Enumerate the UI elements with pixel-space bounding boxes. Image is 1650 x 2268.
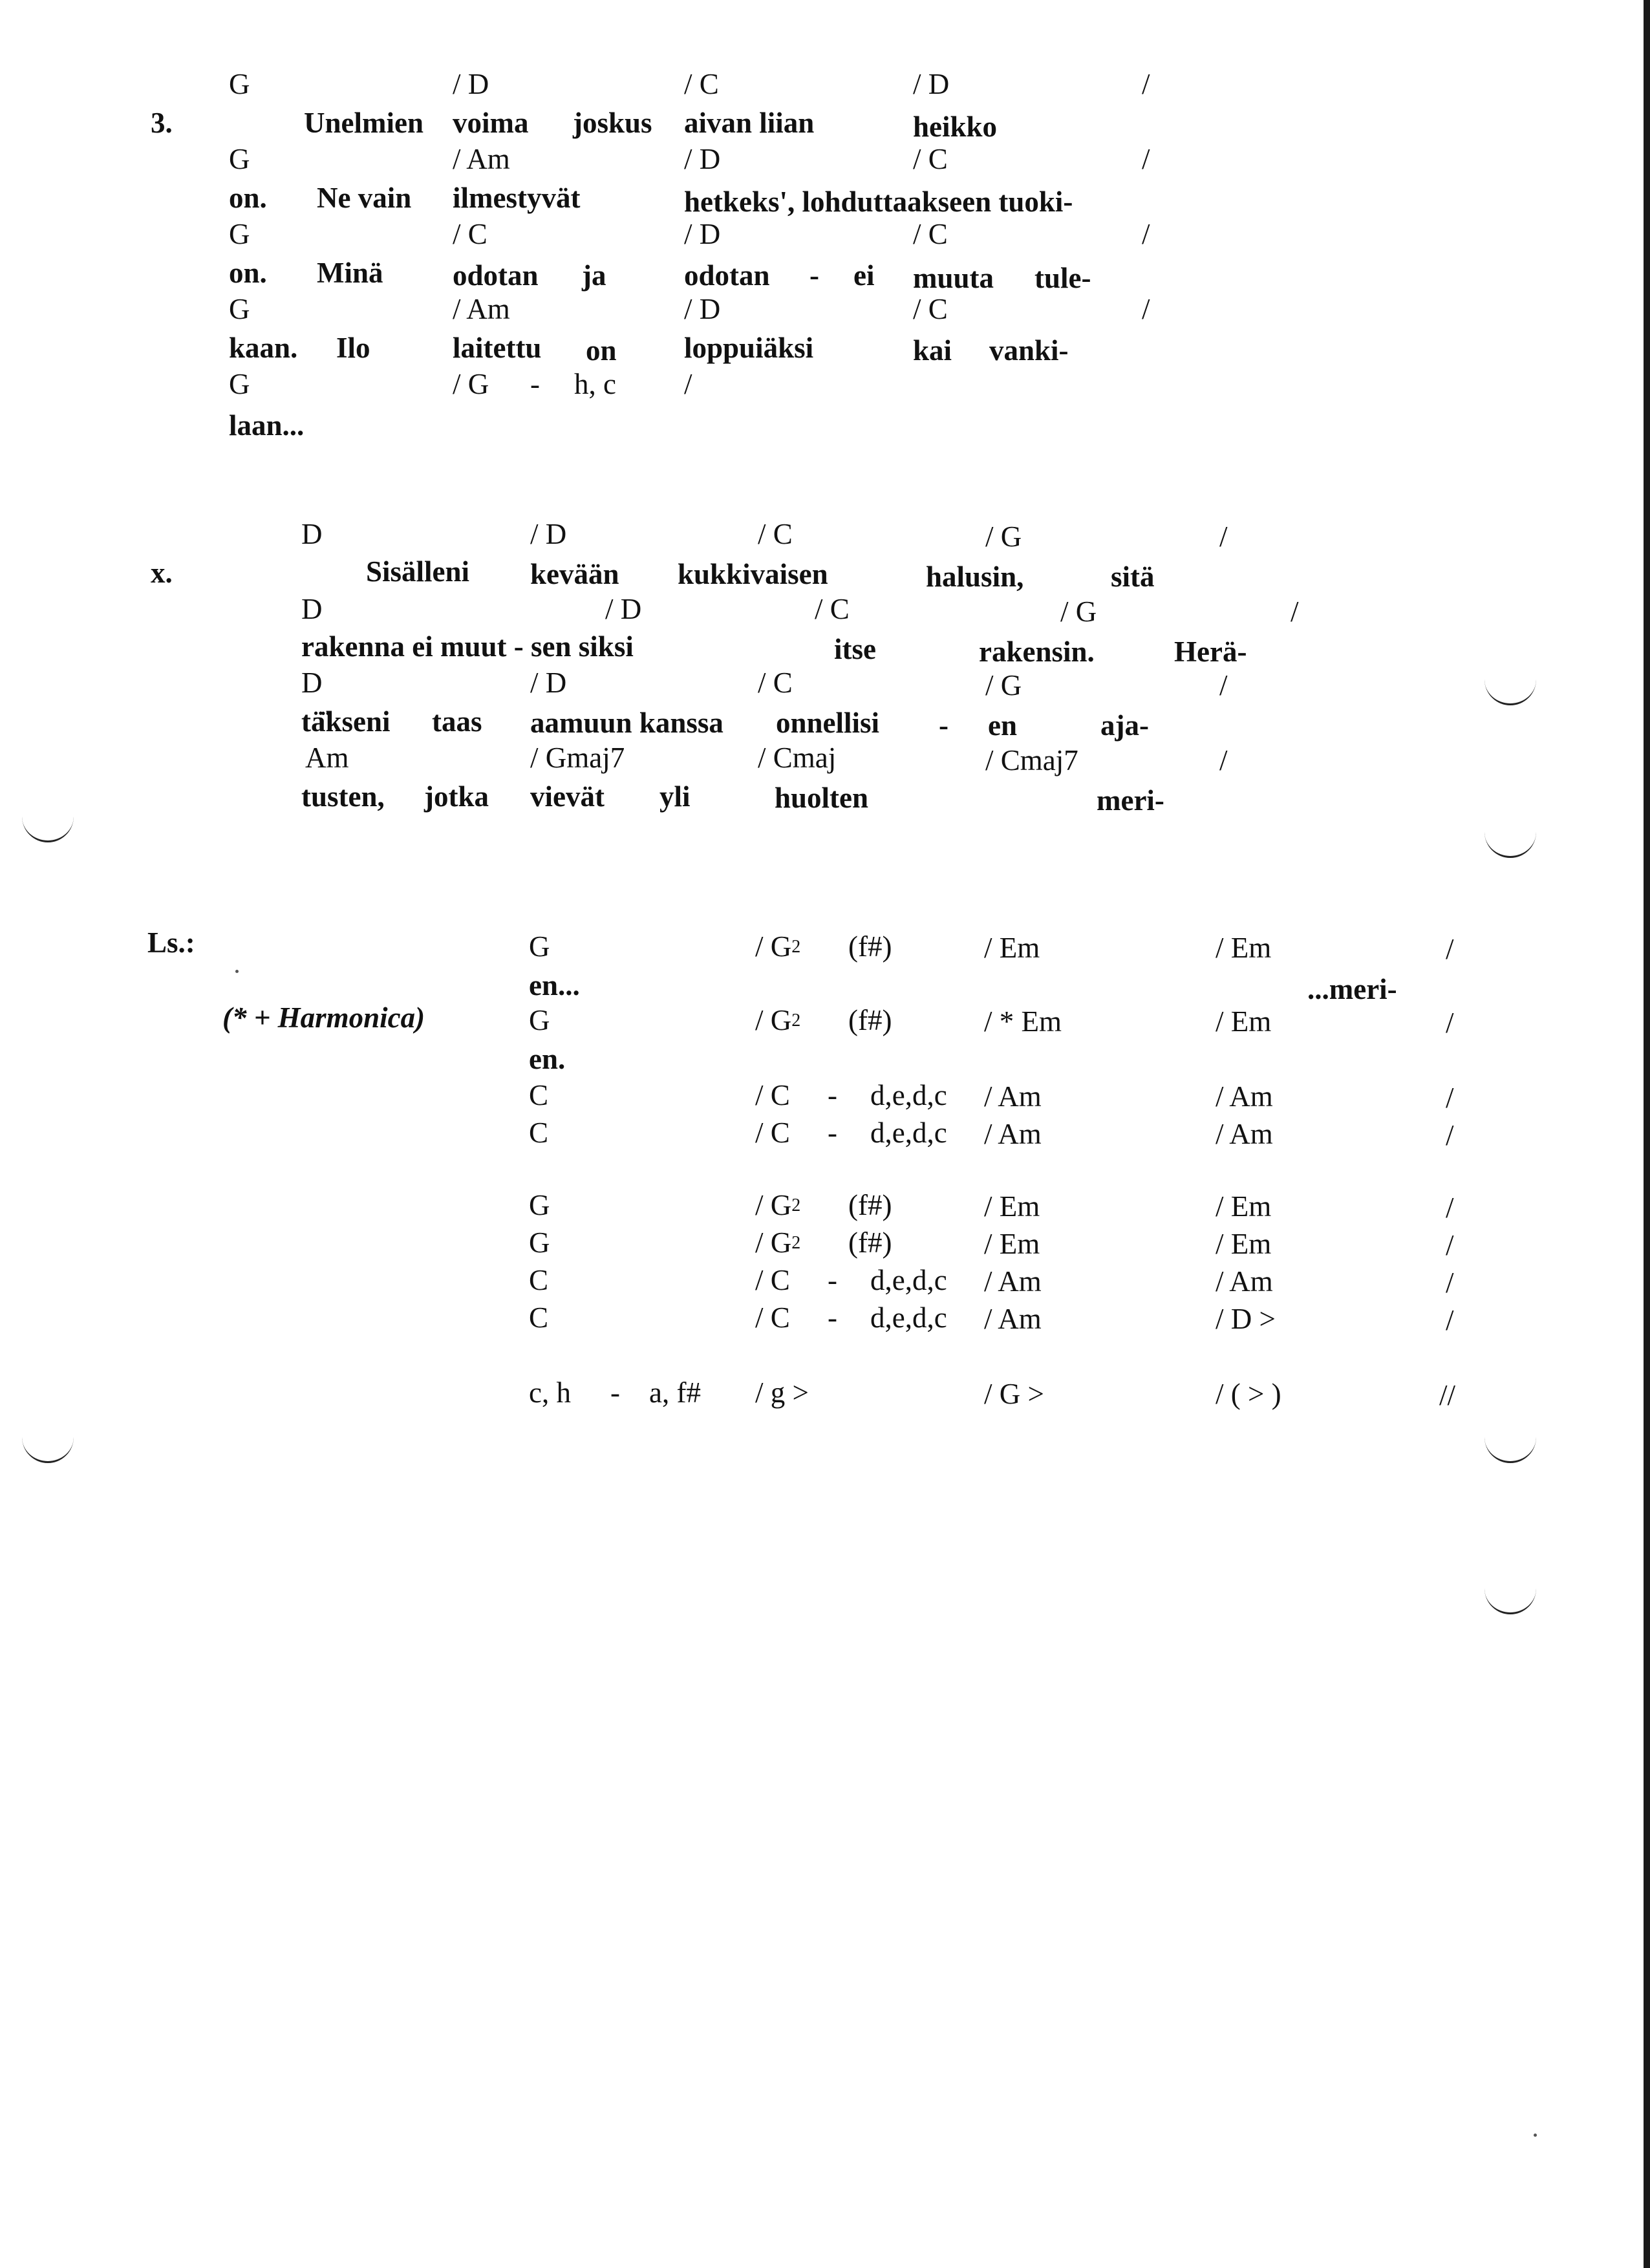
bar-line: /	[1446, 1192, 1454, 1224]
lyric: en.	[529, 1043, 566, 1075]
chord: / Am	[453, 143, 510, 175]
chord: / Em	[984, 1228, 1040, 1260]
chord: / Am	[1216, 1118, 1273, 1150]
lyric: Herä-	[1174, 636, 1247, 668]
chord: / Em	[1216, 932, 1272, 964]
chord: Am	[305, 742, 349, 774]
melody-notes: (f#)	[848, 930, 892, 963]
melody-notes: d,e,d,c	[870, 1301, 947, 1334]
lyric: -	[939, 709, 948, 742]
page-scan-edge	[1644, 0, 1650, 2268]
melody-notes: (f#)	[848, 1189, 892, 1221]
chord: / D	[684, 293, 721, 325]
chord: / Em	[1216, 1190, 1272, 1223]
lyric: -	[809, 259, 819, 292]
punch-hole-mark	[1484, 829, 1536, 858]
bar-line: /	[1142, 218, 1150, 250]
lyric: kevään	[530, 558, 619, 590]
verse-number: 3.	[151, 107, 173, 139]
lyric: huolten	[775, 782, 869, 814]
scan-speck	[1534, 2134, 1537, 2137]
chord: G	[229, 143, 250, 175]
lyric: aamuun kanssa	[530, 707, 723, 739]
scan-speck	[235, 970, 239, 973]
melody-notes: d,e,d,c	[870, 1117, 947, 1149]
bar-line: /	[1142, 143, 1150, 175]
chord: / Am	[453, 293, 510, 325]
melody-notes: c, h	[529, 1376, 571, 1409]
bar-line: /	[1219, 520, 1228, 553]
lyric: tä̈kseni	[301, 705, 391, 738]
bar-line: /	[1142, 68, 1150, 100]
chord: / $G^2$	[755, 1004, 801, 1036]
chord-dash: -	[610, 1376, 620, 1409]
chord: G	[229, 68, 250, 100]
chord: G	[529, 1004, 550, 1036]
lyric: voima	[453, 107, 529, 139]
lyric: kai	[913, 334, 952, 367]
chord: D	[301, 667, 323, 699]
lyric: yli	[659, 780, 691, 813]
punch-hole-mark	[1484, 676, 1536, 705]
chord: / D	[453, 68, 489, 100]
lyric: aja-	[1100, 709, 1149, 742]
chord: / Gmaj7	[530, 742, 625, 774]
lyric: tusten,	[301, 780, 385, 813]
chord: G	[529, 930, 550, 963]
chord: / $G^2$	[755, 1189, 801, 1221]
chord: / C	[755, 1264, 790, 1296]
lyric: rakensin.	[979, 636, 1095, 668]
bar-line: /	[1446, 1007, 1454, 1039]
final-bar-line: //	[1439, 1379, 1456, 1411]
chord: / Em	[1216, 1005, 1272, 1038]
harmonica-note: (* + Harmonica)	[222, 1001, 425, 1034]
chord: / $G^2$	[755, 1226, 801, 1259]
bar-line: /	[1446, 1229, 1454, 1261]
lyric: on.	[229, 257, 267, 289]
lyric: joskus	[573, 107, 652, 139]
chord: C	[529, 1117, 549, 1149]
chord: / * Em	[984, 1005, 1062, 1038]
chord: / C	[755, 1117, 790, 1149]
chord: / C	[453, 218, 488, 250]
lyric: kukkivaisen	[678, 558, 828, 590]
chord: / $G^2$	[755, 930, 801, 963]
lyric: rakenna ei muut - sen siksi	[301, 630, 634, 663]
lyric: ei	[853, 259, 875, 292]
chord: / C	[758, 667, 793, 699]
chord-dash: -	[828, 1079, 837, 1111]
bar-line: /	[1219, 669, 1228, 701]
lyric: ilmestyvät	[453, 182, 581, 214]
chord: / C	[815, 593, 850, 625]
chord: / D	[530, 667, 567, 699]
chord: / Am	[1216, 1080, 1273, 1113]
melody-notes: h, c	[574, 368, 616, 400]
bar-line: /	[1446, 1267, 1454, 1299]
bar-line: /	[1142, 293, 1150, 325]
chord: / C	[913, 218, 948, 250]
lyric: laitettu	[453, 332, 542, 364]
melody-notes: d,e,d,c	[870, 1079, 947, 1111]
chord: / D	[530, 518, 567, 550]
lyric: muuta	[913, 262, 994, 294]
lyric: Sisälleni	[366, 555, 470, 588]
punch-hole-mark	[1484, 1585, 1536, 1614]
chord: G	[229, 218, 250, 250]
chord: / ( > )	[1216, 1378, 1281, 1410]
lyric: en...	[529, 969, 580, 1001]
chord-dash: -	[828, 1117, 837, 1149]
chord: / C	[684, 68, 719, 100]
chord: / Em	[1216, 1228, 1272, 1260]
melody-notes: d,e,d,c	[870, 1264, 947, 1296]
lyric: onnellisi	[776, 707, 880, 739]
lyric: taas	[432, 705, 482, 738]
chord: / Cmaj	[758, 742, 837, 774]
chord: / C	[913, 293, 948, 325]
chord: C	[529, 1301, 549, 1334]
lyric: meri-	[1097, 784, 1164, 817]
lyric: on.	[229, 182, 267, 214]
bar-line: /	[1446, 933, 1454, 965]
lyric: kaan.	[229, 332, 298, 364]
chorus-label: x.	[151, 557, 173, 589]
chord: / C	[755, 1079, 790, 1111]
lyric: odotan	[453, 259, 539, 292]
chord-dash: -	[828, 1264, 837, 1296]
lyric: vanki-	[989, 334, 1069, 367]
chord: / G	[985, 669, 1022, 701]
chord: / D	[605, 593, 642, 625]
chord: / D	[684, 218, 721, 250]
chord: / Am	[984, 1265, 1042, 1298]
chord: / G >	[984, 1378, 1044, 1410]
chord: D	[301, 518, 323, 550]
chord: / D	[684, 143, 721, 175]
chord: / G	[453, 368, 489, 400]
chord: / Em	[984, 932, 1040, 964]
melody-notes: (f#)	[848, 1004, 892, 1036]
chord: G	[529, 1189, 550, 1221]
chord: G	[529, 1226, 550, 1259]
lyric: sitä	[1111, 561, 1155, 593]
lyric: tule-	[1034, 262, 1091, 294]
lyric: vievät	[530, 780, 605, 813]
melody-notes: (f#)	[848, 1226, 892, 1259]
chord: / G	[1060, 595, 1097, 628]
chord: D	[301, 593, 323, 625]
lyric: laan...	[229, 409, 305, 442]
lyric: en	[988, 709, 1017, 742]
chord: / Cmaj7	[985, 744, 1078, 776]
bar-line: /	[1446, 1304, 1454, 1336]
chord: / C	[913, 143, 948, 175]
lyric: ja	[582, 259, 606, 292]
bar-line: /	[1291, 595, 1299, 628]
chord: / Am	[984, 1303, 1042, 1335]
lyric: jotka	[424, 780, 489, 813]
chord: / C	[755, 1301, 790, 1334]
lyric: itse	[834, 633, 876, 665]
chord: G	[229, 368, 250, 400]
outro-label: Ls.:	[147, 926, 195, 959]
chord: / Am	[984, 1118, 1042, 1150]
chord: G	[229, 293, 250, 325]
lyric: Minä	[317, 257, 383, 289]
bar-line: /	[1446, 1119, 1454, 1151]
melody-notes: a, f#	[649, 1376, 701, 1409]
chord: C	[529, 1264, 549, 1296]
punch-hole-mark	[22, 1434, 74, 1463]
chord: / Am	[1216, 1265, 1273, 1298]
lyric: halusin,	[926, 561, 1024, 593]
lyric: aivan liian	[684, 107, 815, 139]
chord: / Am	[984, 1080, 1042, 1113]
chord: / G	[985, 520, 1022, 553]
chord-dash: -	[530, 368, 540, 400]
lyric: hetkeks', lohduttaakseen tuoki-	[684, 186, 1073, 218]
chord: / Em	[984, 1190, 1040, 1223]
lyric: ...meri-	[1307, 973, 1397, 1005]
bar-line: /	[1219, 744, 1228, 776]
lyric: loppuiäksi	[684, 332, 814, 364]
lyric: Ne vain	[317, 182, 412, 214]
chord: C	[529, 1079, 549, 1111]
lyric: Ilo	[336, 332, 370, 364]
chord-dash: -	[828, 1301, 837, 1334]
bar-line: /	[684, 368, 692, 400]
lyric: odotan	[684, 259, 770, 292]
lyric: heikko	[913, 111, 998, 143]
chord: / g >	[755, 1376, 809, 1409]
chord: / D >	[1216, 1303, 1276, 1335]
bar-line: /	[1446, 1082, 1454, 1114]
punch-hole-mark	[22, 813, 74, 842]
chord: / D	[913, 68, 950, 100]
punch-hole-mark	[1484, 1434, 1536, 1463]
lyric: on	[586, 334, 617, 367]
lyric: Unelmien	[304, 107, 423, 139]
chord: / C	[758, 518, 793, 550]
